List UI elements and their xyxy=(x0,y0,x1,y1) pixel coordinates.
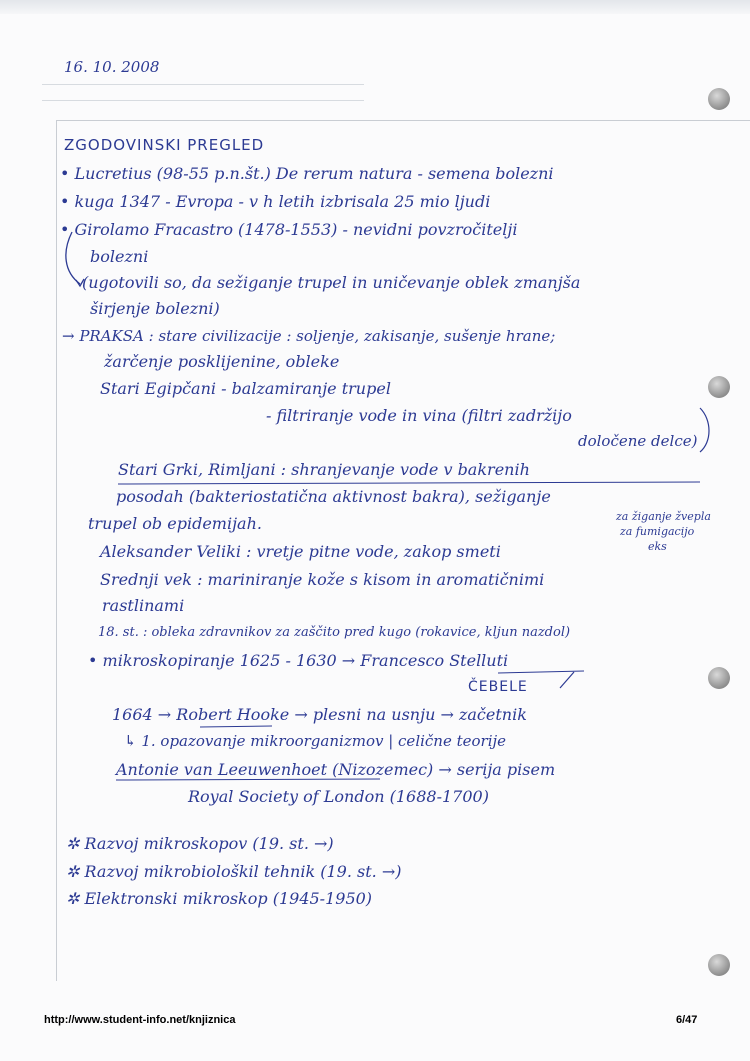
footer-url: http://www.student-info.net/knjiznica xyxy=(44,1014,236,1026)
margin-note: eks xyxy=(648,540,667,553)
note-line: - filtriranje vode in vina (filtri zadržijo xyxy=(266,406,572,425)
note-line: Stari Egipčani - balzamiranje trupel xyxy=(100,379,391,398)
note-line: ↳ 1. opazovanje mikroorganizmov | celične teorije xyxy=(124,732,507,750)
note-line: → PRAKSA : stare civilizacije : soljenje, zakisanje, sušenje hrane; xyxy=(62,327,556,345)
note-line: Royal Society of London (1688-1700) xyxy=(188,787,489,806)
note-line: rastlinami xyxy=(102,596,185,615)
note-line: • Lucretius (98-55 p.n.št.) De rerum natura - semena bolezni xyxy=(60,164,554,183)
note-line: ČEBELE xyxy=(468,679,528,695)
note-line: 1664 → Robert Hooke → plesni na usnju → začetnik xyxy=(112,705,527,724)
note-line: • kuga 1347 - Evropa - v h letih izbrisala 25 mio ljudi xyxy=(60,192,491,211)
note-line: (ugotovili so, da sežiganje trupel in uničevanje oblek zmanjša xyxy=(82,273,581,292)
note-line: Antonie van Leeuwenhoet (Nizozemec) → serija pisem xyxy=(116,760,556,779)
note-line: žarčenje posklijenine, obleke xyxy=(104,352,340,371)
note-line: Stari Grki, Rimljani : shranjevanje vode v bakrenih xyxy=(118,460,530,479)
date: 16. 10. 2008 xyxy=(64,58,160,76)
note-line: bolezni xyxy=(90,247,149,266)
punch-hole xyxy=(708,88,730,110)
footer-page-number: 6/47 xyxy=(676,1014,698,1026)
note-line: širjenje bolezni) xyxy=(90,299,220,318)
note-line: trupel ob epidemijah. xyxy=(88,514,262,533)
margin-note: za žiganje žvepla xyxy=(616,510,711,523)
note-line: Srednji vek : mariniranje kože s kisom in aromatičnimi xyxy=(100,570,545,589)
note-line: ✲ Elektronski mikroskop (1945-1950) xyxy=(66,889,373,908)
note-line: posodah (bakteriostatična aktivnost bakra), sežiganje xyxy=(116,487,551,506)
ruled-line xyxy=(42,84,364,85)
note-line: Aleksander Veliki : vretje pitne vode, zakop smeti xyxy=(100,542,501,561)
note-line: ✲ Razvoj mikroskopov (19. st. →) xyxy=(66,834,334,853)
note-line: ✲ Razvoj mikrobiološkil tehnik (19. st. →) xyxy=(66,862,402,881)
page-heading: ZGODOVINSKI PREGLED xyxy=(64,136,265,154)
note-line: • mikroskopiranje 1625 - 1630 → Francesco Stelluti xyxy=(88,651,509,670)
punch-hole xyxy=(708,667,730,689)
note-line: • Girolamo Fracastro (1478-1553) - nevidni povzročitelji xyxy=(60,220,518,239)
punch-hole xyxy=(708,376,730,398)
margin-note: za fumigacijo xyxy=(620,525,695,538)
note-line: 18. st. : obleka zdravnikov za zaščito pred kugo (rokavice, kljun nazdol) xyxy=(98,625,571,640)
ruled-line xyxy=(42,100,364,101)
note-line: določene delce) xyxy=(578,432,698,450)
torn-top-edge xyxy=(0,0,750,14)
punch-hole xyxy=(708,954,730,976)
